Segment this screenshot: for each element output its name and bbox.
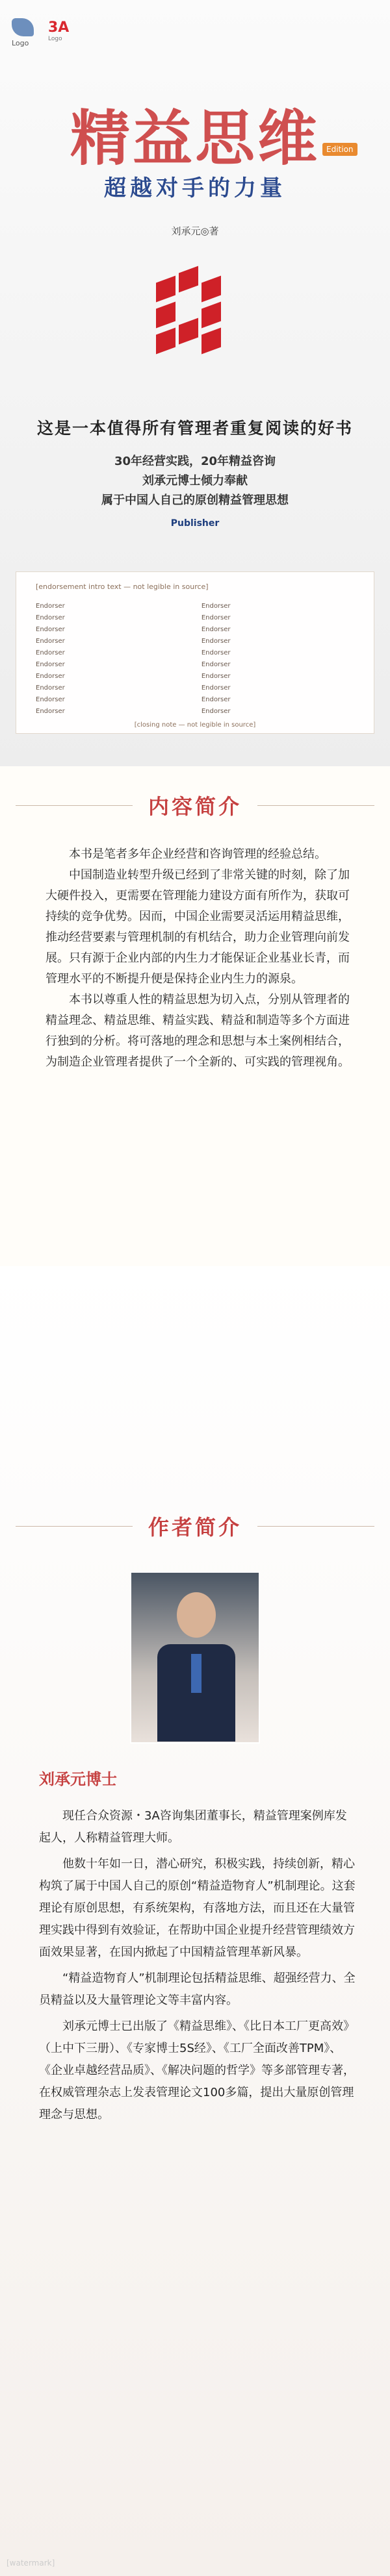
- book-author: 刘承元◎著: [171, 225, 219, 237]
- publisher-logo-icon: [12, 18, 34, 36]
- endorser: Endorser: [201, 638, 231, 645]
- consulting-logo-small: Logo: [48, 36, 62, 42]
- endorser: Endorser: [201, 673, 231, 680]
- author-photo: [130, 1571, 260, 1744]
- bio-paragraph: 刘承元博士已出版了《精益思维》、《比日本工厂更高效》（上中下三册）、《专家博士5S经》、《工厂全面改善TPM》、《企业卓越经营品质》、《解决问题的哲学》等多部管理专著，在权威管理杂志上发表管理论文100多篇，提出大量原创管理理念与思想。: [39, 2020, 355, 2121]
- author-bio: [39, 1805, 358, 2130]
- watermark: [watermark]: [6, 2558, 55, 2568]
- consulting-logo: [48, 19, 69, 42]
- endorser: Endorser: [201, 696, 231, 703]
- endorser: Endorser: [36, 661, 65, 668]
- publisher-name: Publisher: [170, 518, 220, 529]
- bio-paragraph: 他数十年如一日，潜心研究，积极实践，持续创新，精心构筑了属于中国人自己的原创“精益造物育人”机制理论。这套理论有原创思想，有系统架构，有落地方法，而且还在大量管理实践中得到有效验证，在帮助中国企业提升经营管理绩效方面效果显著，在国内掀起了中国精益管理革新风暴。: [39, 1857, 356, 1959]
- author-name: 刘承元博士: [39, 1770, 117, 1788]
- section-header-intro: [0, 786, 390, 825]
- book-cover: [0, 0, 390, 766]
- book-title: 精益思维: [70, 103, 320, 173]
- endorser: Endorser: [36, 603, 65, 610]
- promo-line: 属于中国人自己的原创精益管理思想: [101, 494, 289, 507]
- endorser: Endorser: [36, 614, 65, 621]
- endorser: Endorser: [36, 708, 65, 715]
- promo-headline: 这是一本值得所有管理者重复阅读的好书: [36, 419, 353, 438]
- divider: [257, 1526, 374, 1527]
- endorser: Endorser: [201, 603, 231, 610]
- endorsement-column-left: [36, 601, 188, 718]
- endorser: Endorser: [201, 708, 231, 715]
- promo-line: 30年经营实践，20年精益咨询: [114, 455, 276, 468]
- bio-paragraph: “精益造物育人”机制理论包括精益思维、超强经营力、全员精益以及大量管理论文等丰富内容。: [39, 1971, 356, 2007]
- edition-badge: Edition: [322, 143, 358, 156]
- endorser: Endorser: [201, 614, 231, 621]
- divider: [16, 1526, 133, 1527]
- endorsement-box: [16, 571, 374, 734]
- section-header-author: [0, 1507, 390, 1545]
- divider: [16, 805, 133, 806]
- intro-paragraph: 本书以尊重人性的精益思想为切入点，分别从管理者的精益理念、精益思维、精益实践、精益和制造等多个方面进行独到的分析。将可落地的理念和思想与本土案例相结合，为制造企业管理者提供了一个全新的、可实践的管理视角。: [46, 993, 350, 1069]
- section-title: 作者简介: [148, 1515, 242, 1540]
- endorser: Endorser: [36, 673, 65, 680]
- book-subtitle: 超越对手的力量: [104, 175, 286, 201]
- endorser: Endorser: [36, 649, 65, 657]
- endorser: Endorser: [36, 696, 65, 703]
- endorsement-intro: [endorsement intro text — not legible in source]: [36, 582, 209, 591]
- intro-paragraph: 中国制造业转型升级已经到了非常关键的时刻，除了加大硬件投入，更需要在管理能力建设方面有所作为，获取可持续的竞争优势。因而，中国企业需要灵活运用精益思维，推动经营要素与管理机制的有机结合，助力企业管理向前发展。只有源于企业内部的内生力才能保证企业基业长青，而管理水平的不断提升便是保持企业内生力的源泉。: [46, 868, 350, 986]
- publisher-logo: [12, 18, 36, 51]
- endorser: Endorser: [201, 661, 231, 668]
- content-intro: [46, 844, 351, 1073]
- endorser: Endorser: [36, 638, 65, 645]
- endorser: Endorser: [201, 684, 231, 692]
- endorsement-column-right: [202, 601, 354, 718]
- intro-paragraph: 本书是笔者多年企业经营和咨询管理的经验总结。: [69, 847, 326, 861]
- divider: [257, 805, 374, 806]
- section-title: 内容简介: [148, 794, 242, 819]
- cube-logo-icon: [150, 266, 240, 357]
- endorser: Endorser: [201, 626, 231, 633]
- bio-paragraph: 现任合众资源・3A咨询集团董事长，精益管理案例库发起人，人称精益管理大师。: [39, 1809, 347, 1845]
- endorser: Endorser: [201, 649, 231, 657]
- endorser: Endorser: [36, 684, 65, 692]
- publisher-logo-text: Logo: [12, 39, 29, 47]
- endorser: Endorser: [36, 626, 65, 633]
- consulting-logo-text: 3A: [48, 19, 70, 36]
- promo-block: [0, 416, 390, 545]
- endorsement-note: [closing note — not legible in source]: [134, 721, 256, 729]
- promo-line: 刘承元博士倾力奉献: [142, 474, 248, 488]
